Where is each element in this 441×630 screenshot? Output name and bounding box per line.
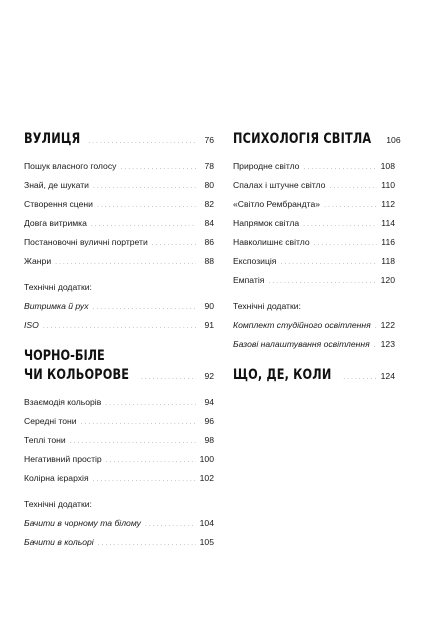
- dot-leader: [55, 257, 196, 268]
- section-title-line2: ЧИ КОЛЬОРОВЕ: [24, 367, 130, 383]
- dot-leader: [70, 436, 196, 447]
- dot-leader: [43, 321, 196, 332]
- toc-section-heading[interactable]: [24, 366, 214, 384]
- section-title: ПСИХОЛОГІЯ СВІТЛА: [233, 131, 372, 147]
- dot-leader: [303, 162, 376, 173]
- page-number: 106: [386, 135, 401, 145]
- page-number: 118: [381, 256, 395, 266]
- dot-leader: [91, 219, 196, 230]
- page-number: 91: [204, 320, 214, 330]
- page-number: 105: [199, 537, 214, 547]
- entry-title: Колірна ієрархія: [24, 473, 89, 483]
- toc-entry[interactable]: [24, 454, 214, 466]
- dot-leader: [97, 200, 196, 211]
- page-number: 124: [380, 371, 395, 381]
- toc-entry[interactable]: [24, 320, 214, 332]
- tech-appendix-label: Технічні додатки:: [24, 499, 92, 509]
- toc-entry[interactable]: [24, 161, 214, 173]
- entry-title: Пошук власного голосу: [24, 161, 117, 171]
- page-number: 112: [381, 199, 395, 209]
- dot-leader: [141, 372, 196, 383]
- page-number: 98: [204, 435, 214, 445]
- entry-title: Довга витримка: [24, 218, 87, 228]
- toc-entry[interactable]: [24, 237, 214, 249]
- page-number: 80: [204, 180, 214, 190]
- entry-title: Бачити в кольорі: [24, 537, 94, 547]
- toc-entry[interactable]: [233, 339, 395, 351]
- toc-entry[interactable]: [24, 301, 214, 313]
- entry-title: Середні тони: [24, 416, 77, 426]
- dot-leader: [280, 257, 377, 268]
- toc-entry[interactable]: [24, 256, 214, 268]
- dot-leader: [93, 302, 196, 313]
- tech-appendix-label: Технічні додатки:: [233, 301, 301, 311]
- page-number: 120: [380, 275, 395, 285]
- toc-entry[interactable]: [24, 416, 214, 428]
- dot-leader: [88, 136, 196, 147]
- toc-entry[interactable]: [233, 218, 395, 230]
- page-number: 114: [381, 218, 395, 228]
- entry-title: Експозиція: [233, 256, 277, 266]
- toc-entry[interactable]: [24, 180, 214, 192]
- entry-title: Створення сцени: [24, 199, 93, 209]
- page-number: 108: [380, 161, 395, 171]
- toc-section-heading[interactable]: [24, 130, 214, 148]
- entry-title: Напрямок світла: [233, 218, 300, 228]
- toc-entry[interactable]: [24, 199, 214, 211]
- page-number: 88: [204, 256, 214, 266]
- toc-entry[interactable]: [24, 218, 214, 230]
- dot-leader: [98, 538, 196, 549]
- section-title: ВУЛИЦЯ: [24, 131, 81, 147]
- entry-title: Витримка й рух: [24, 301, 89, 311]
- page-number: 100: [199, 454, 214, 464]
- page-number: 78: [204, 161, 214, 171]
- toc-entry[interactable]: [24, 518, 214, 530]
- page-number: 96: [204, 416, 214, 426]
- dot-leader: [374, 340, 377, 351]
- dot-leader: [81, 417, 196, 428]
- entry-title: Емпатія: [233, 275, 265, 285]
- toc-entry[interactable]: [233, 275, 395, 287]
- toc-entry[interactable]: [24, 397, 214, 409]
- dot-leader: [324, 200, 377, 211]
- toc-section-heading[interactable]: [233, 366, 395, 384]
- page-number: 94: [204, 397, 214, 407]
- page-number: 110: [381, 180, 395, 190]
- entry-title: Бачити в чорному та білому: [24, 518, 141, 528]
- entry-title: Базові налаштування освітлення: [233, 339, 370, 349]
- entry-title: Комплект студійного освітлення: [233, 320, 371, 330]
- page-number: 104: [199, 518, 214, 528]
- toc-entry[interactable]: [233, 256, 395, 268]
- entry-title: Жанри: [24, 256, 52, 266]
- dot-leader: [93, 181, 196, 192]
- page-number: 116: [381, 237, 395, 247]
- page-number: 102: [199, 473, 214, 483]
- dot-leader: [93, 474, 196, 485]
- dot-leader: [145, 519, 196, 530]
- toc-entry[interactable]: [233, 320, 395, 332]
- dot-leader: [120, 162, 196, 173]
- page-number: 76: [204, 135, 214, 145]
- page-number: 82: [204, 199, 214, 209]
- dot-leader: [106, 455, 196, 466]
- section-title: ЩО, ДЕ, КОЛИ: [233, 367, 332, 383]
- dot-leader: [152, 238, 196, 249]
- page-number: 84: [204, 218, 214, 228]
- toc-entry[interactable]: [233, 199, 395, 211]
- toc-entry[interactable]: [24, 435, 214, 447]
- entry-title: Постановочні вуличні портрети: [24, 237, 148, 247]
- toc-entry[interactable]: [233, 161, 395, 173]
- toc-entry[interactable]: [233, 237, 395, 249]
- dot-leader: [343, 372, 376, 383]
- section-title-line1: ЧОРНО-БІЛЕ: [24, 348, 105, 364]
- dot-leader: [329, 181, 377, 192]
- entry-title: Негативний простір: [24, 454, 102, 464]
- toc-entry[interactable]: [233, 180, 395, 192]
- dot-leader: [268, 276, 376, 287]
- entry-title: Теплі тони: [24, 435, 66, 445]
- page-number: 122: [380, 320, 395, 330]
- page-number: 92: [204, 371, 214, 381]
- page-number: 90: [204, 301, 214, 311]
- entry-title: «Світло Рембрандта»: [233, 199, 321, 209]
- entry-title: Взаємодія кольорів: [24, 397, 102, 407]
- entry-title: Природне світло: [233, 161, 300, 171]
- page-number: 123: [380, 339, 395, 349]
- page-number: 86: [204, 237, 214, 247]
- entry-title: Спалах і штучне світло: [233, 180, 326, 190]
- entry-title: Знай, де шукати: [24, 180, 89, 190]
- entry-title: Навколишнє світло: [233, 237, 310, 247]
- dot-leader: [314, 238, 377, 249]
- dot-leader: [105, 398, 196, 409]
- tech-appendix-label: Технічні додатки:: [24, 282, 92, 292]
- toc-entry[interactable]: [24, 537, 214, 549]
- dot-leader: [303, 219, 377, 230]
- entry-title: ISO: [24, 320, 39, 330]
- dot-leader: [375, 321, 377, 332]
- toc-entry[interactable]: [24, 473, 214, 485]
- toc-section-heading[interactable]: [233, 130, 401, 148]
